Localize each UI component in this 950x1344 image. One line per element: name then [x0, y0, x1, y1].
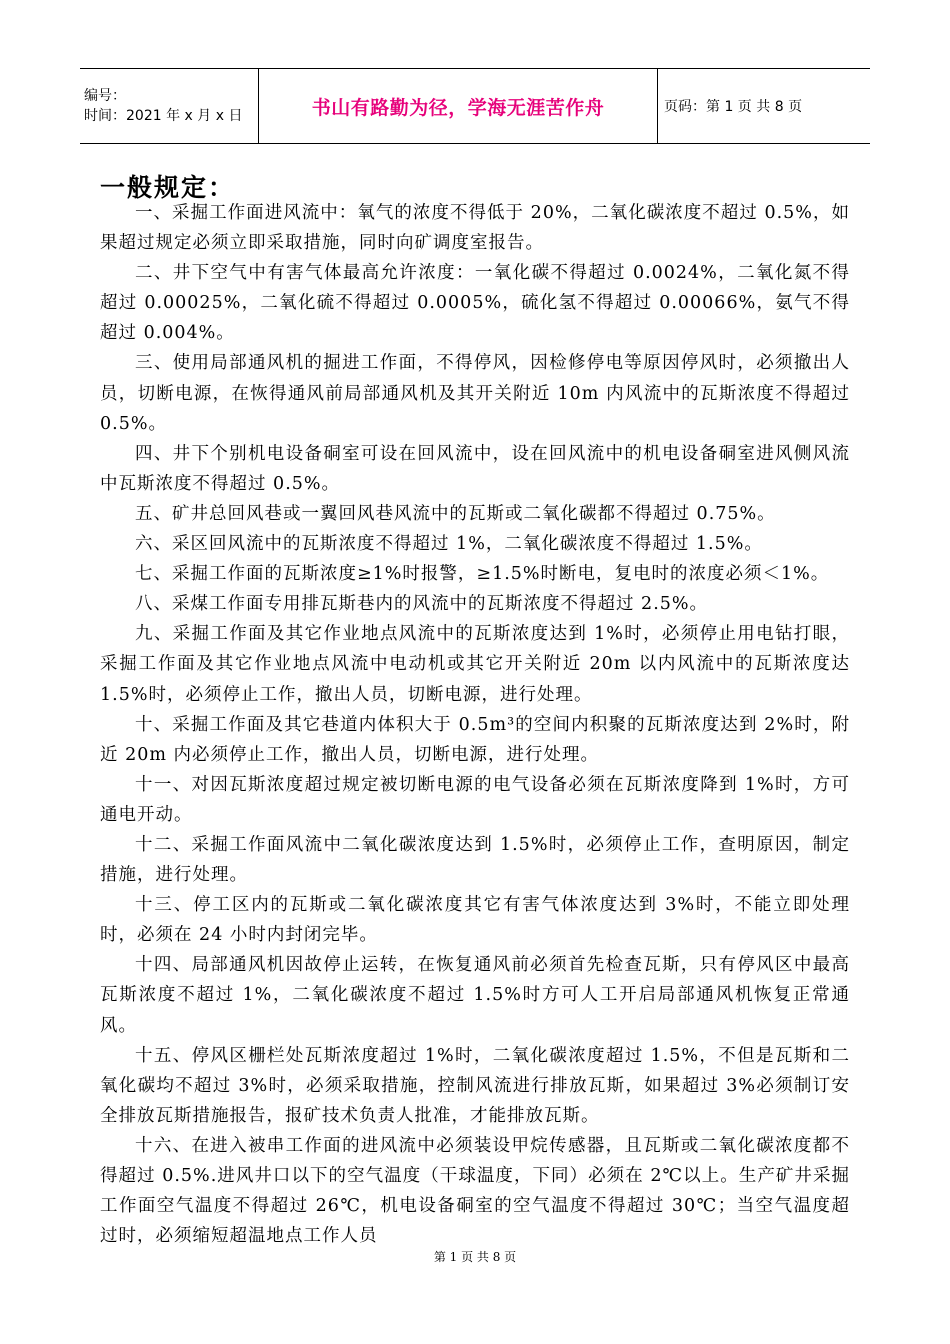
page-title: 一般规定：	[100, 173, 236, 202]
header-motto-cell	[259, 69, 658, 144]
paragraph: 六、采区回风流中的瓦斯浓度不得超过 1%，二氧化碳浓度不得超过 1.5%。	[135, 534, 763, 555]
doc-number-label: 编号：	[84, 88, 126, 104]
paragraph: 二、井下空气中有害气体最高允许浓度：一氧化碳不得超过 0.0024%，二氧化氮不得超过 0.00025%，二氧化硫不得超过 0.0005%，硫化氢不得超过 0.00066%，氨气不得超过 0.004%。	[100, 263, 850, 344]
paragraph: 九、采掘工作面及其它作业地点风流中的瓦斯浓度达到 1%时，必须停止用电钻打眼，采掘工作面及其它作业地点风流中电动机或其它开关附近 20m 以内风流中的瓦斯浓度达 1.5%时，必须停止工作，撤出人员，切断电源，进行处理。	[100, 624, 850, 705]
paragraph: 十一、对因瓦斯浓度超过规定被切断电源的电气设备必须在瓦斯浓度降到 1%时，方可通电开动。	[100, 774, 850, 825]
paragraph: 七、采掘工作面的瓦斯浓度≥1%时报警，≥1.5%时断电，复电时的浓度必须＜1%。	[135, 564, 830, 585]
page-info: 页码：第 1 页 共 8 页	[664, 99, 803, 115]
paragraph: 八、采煤工作面专用排瓦斯巷内的风流中的瓦斯浓度不得超过 2.5%。	[135, 594, 709, 615]
paragraph: 三、使用局部通风机的掘进工作面，不得停风，因检修停电等原因停风时，必须撤出人员，切断电源，在恢得通风前局部通风机及其开关附近 10m 内风流中的瓦斯浓度不得超过 0.5%。	[100, 353, 850, 434]
document-body	[100, 198, 850, 1251]
date-text: 时间：2021 年 x 月 x 日	[84, 108, 243, 124]
paragraph: 十六、在进入被串工作面的进风流中必须装设甲烷传感器，且瓦斯或二氧化碳浓度都不得超过 0.5%.进风井口以下的空气温度（干球温度，下同）必须在 2℃以上。生产矿井采掘工作面空气温度不得超过 26℃，机电设备硐室的空气温度不得超过 30℃；当空气温度超过时，必须缩短超温地点工作人员	[100, 1135, 850, 1247]
paragraph: 十三、停工区内的瓦斯或二氧化碳浓度其它有害气体浓度达到 3%时，不能立即处理时，必须在 24 小时内封闭完毕。	[100, 895, 850, 946]
paragraph: 五、矿井总回风巷或一翼回风巷风流中的瓦斯或二氧化碳都不得超过 0.75%。	[135, 503, 776, 524]
header-page-cell	[658, 69, 871, 144]
paragraph: 十四、局部通风机因故停止运转，在恢复通风前必须首先检查瓦斯，只有停风区中最高瓦斯浓度不超过 1%，二氧化碳浓度不超过 1.5%时方可人工开启局部通风机恢复正常通风。	[100, 955, 850, 1036]
paragraph: 十、采掘工作面及其它巷道内体积大于 0.5m³的空间内积聚的瓦斯浓度达到 2%时，附近 20m 内必须停止工作，撤出人员，切断电源，进行处理。	[100, 714, 850, 765]
header-meta-cell	[80, 69, 259, 144]
paragraph: 十五、停风区栅栏处瓦斯浓度超过 1%时，二氧化碳浓度超过 1.5%，不但是瓦斯和二氧化碳均不超过 3%时，必须采取措施，控制风流进行排放瓦斯，如果超过 3%必须制订安全排放瓦斯措施报告，报矿技术负责人批准，才能排放瓦斯。	[100, 1045, 850, 1126]
document-header	[80, 68, 870, 144]
paragraph: 十二、采掘工作面风流中二氧化碳浓度达到 1.5%时，必须停止工作，查明原因，制定措施，进行处理。	[100, 834, 850, 886]
paragraph: 一、采掘工作面进风流中：氧气的浓度不得低于 20%，二氧化碳浓度不超过 0.5%，如果超过规定必须立即采取措施，同时向矿调度室报告。	[100, 203, 850, 254]
page-footer: 第 1 页 共 8 页	[433, 1250, 517, 1264]
paragraph: 四、井下个别机电设备硐室可设在回风流中，设在回风流中的机电设备硐室进风侧风流中瓦斯浓度不得超过 0.5%。	[100, 443, 850, 494]
motto: 书山有路勤为径，学海无涯苦作舟	[311, 96, 605, 119]
